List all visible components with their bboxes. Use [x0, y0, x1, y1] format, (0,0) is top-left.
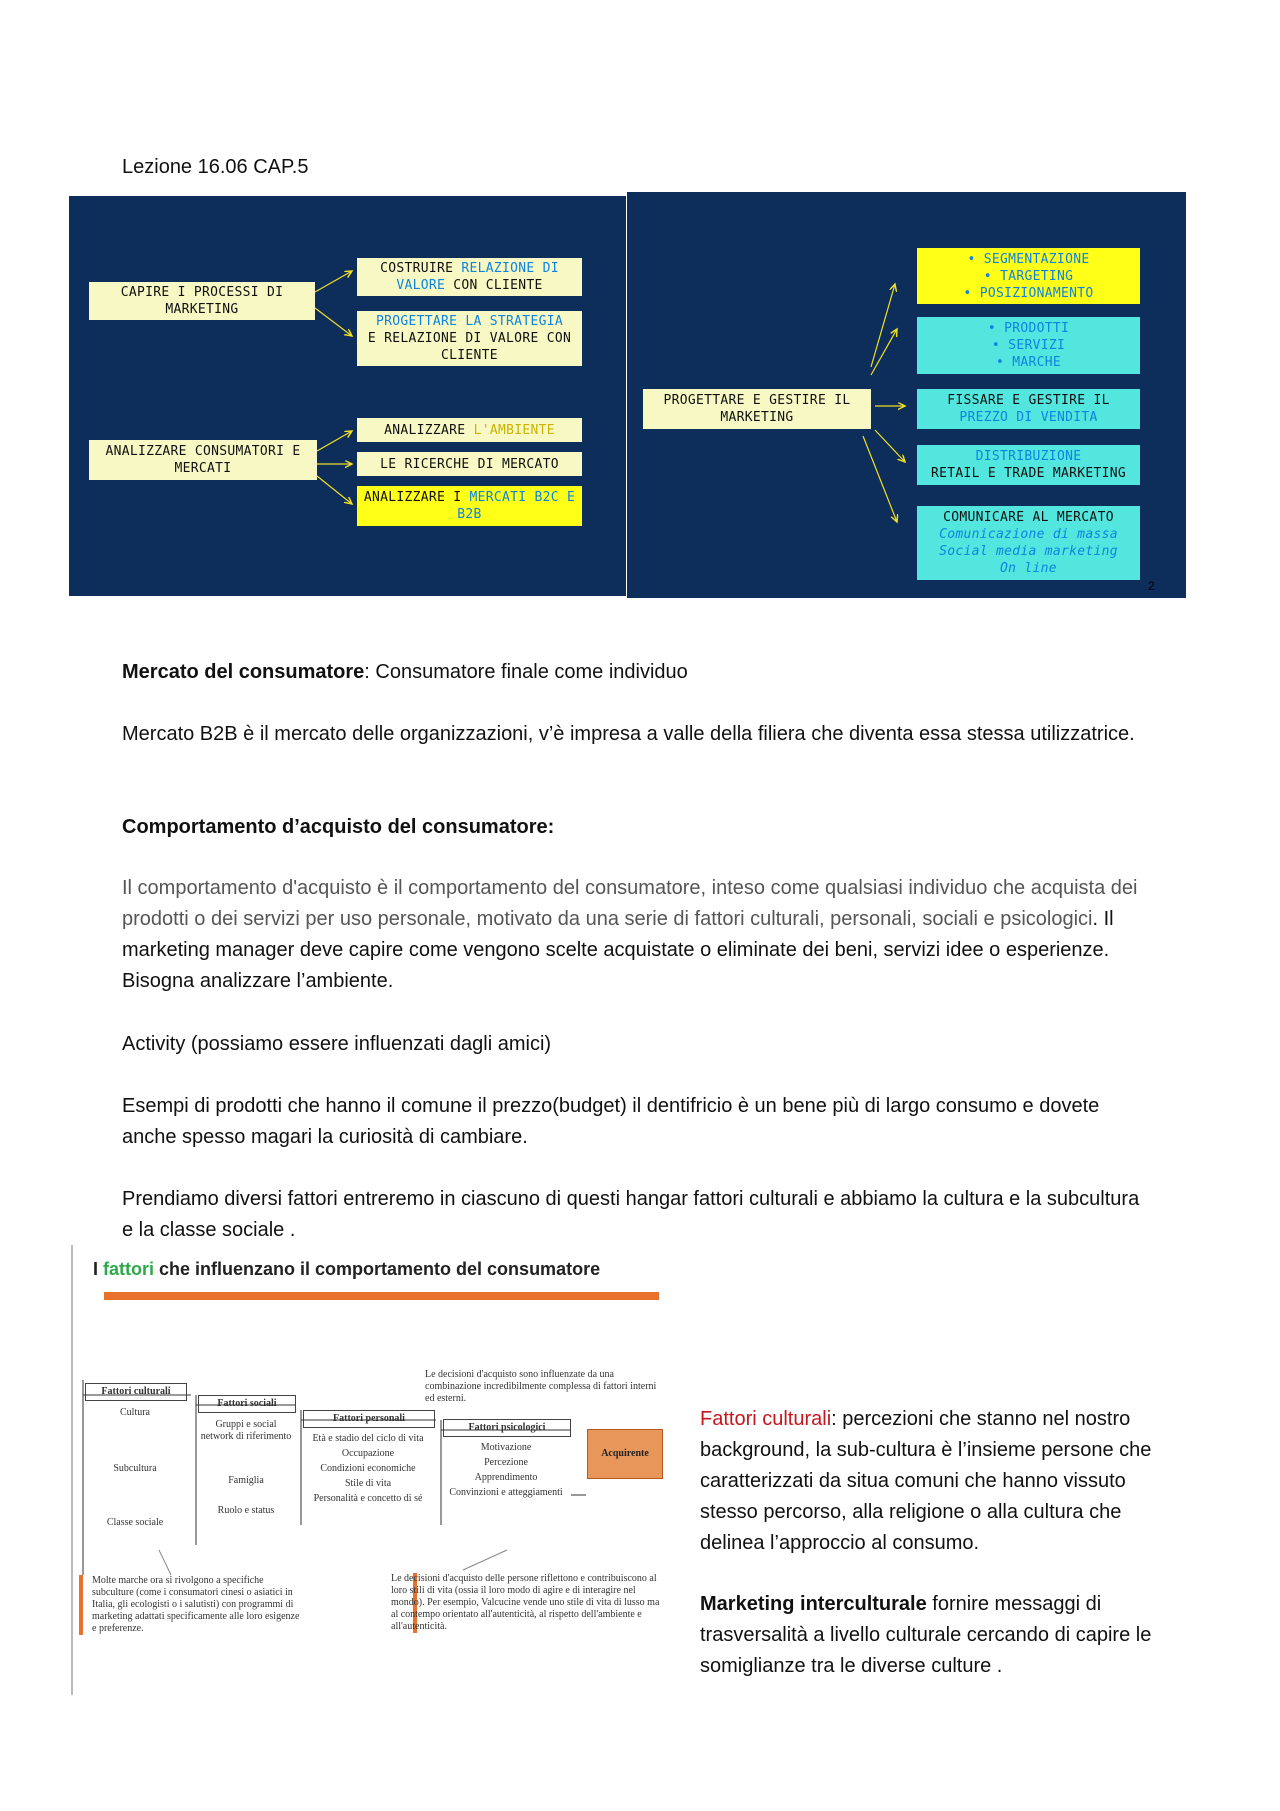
card-fattori-psicologici-title: Fattori psicologici [443, 1419, 571, 1437]
figure-fattori [71, 1245, 681, 1695]
box-comunicare: COMUNICARE AL MERCATO Comunicazione di massa Social media marketing On line [917, 506, 1140, 580]
paragraph-fattori: Prendiamo diversi fattori entreremo in ciascuno di questi hangar fattori culturali e abbiamo la cultura e la subcultura e la classe sociale . [122, 1188, 1140, 1241]
item-cultura: Cultura [120, 1407, 150, 1418]
item-convinzioni: Convinzioni e atteggiamenti [449, 1487, 563, 1498]
item-occupazione: Occupazione [341, 1448, 395, 1459]
slide-left [69, 196, 626, 596]
item-famiglia: Famiglia [228, 1475, 264, 1486]
page-title: Lezione 16.06 CAP.5 [122, 156, 309, 178]
paragraph-marketing-interculturale: Marketing interculturale fornire messaggi di trasversalità a livello culturale cercando di capire le somiglianze tra le diverse culture . [700, 1593, 1152, 1677]
item-ruolo: Ruolo e status [217, 1505, 275, 1516]
item-classe-sociale: Classe sociale [106, 1517, 164, 1528]
box-prezzo: FISSARE E GESTIRE IL PREZZO DI VENDITA [917, 389, 1140, 429]
paragraph-mercato-b2b: Mercato B2B è il mercato delle organizzazioni, v’è impresa a valle della filiera che diventa essa stessa utilizzatrice. [122, 723, 1135, 745]
figure-orange-bar [104, 1292, 659, 1300]
slide-left-arrows [69, 196, 626, 596]
item-percezione: Percezione [484, 1457, 528, 1468]
box-analizzare-ambiente: ANALIZZARE L'AMBIENTE [357, 418, 582, 442]
box-progettare-strategia: PROGETTARE LA STRATEGIA E RELAZIONE DI VALORE CON CLIENTE [357, 311, 582, 366]
heading-comportamento: Comportamento d’acquisto del consumatore: [122, 816, 555, 838]
item-apprendimento: Apprendimento [474, 1472, 538, 1483]
figure-note-right: Le decisioni d'acquisto delle persone riflettono e contribuiscono al loro stili di vita (ossia il loro modo di agire e di interagire nel mondo). Per esempio, Valcucine vende uno stile di vita di lusso ma al contempo orientato all'autenticità, al rispetto dell'ambiente e all'autenticità. [391, 1573, 660, 1632]
figure-title: I fattori che influenzano il comportamento del consumatore [93, 1259, 601, 1279]
figure-note-left: Molte marche ora si rivolgono a specifiche subculture (come i consumatori cinesi o asiatici in Italia, gli ecologisti o i salutisti) con programmi di marketing adattati specificamente alle loro esigenze e preferenze. [92, 1575, 300, 1634]
box-capire-processi: CAPIRE I PROCESSI DI MARKETING [89, 282, 315, 320]
paragraph-mercato-consumatore: Mercato del consumatore: Consumatore finale come individuo [122, 661, 688, 683]
box-ricerche-mercato: LE RICERCHE DI MERCATO [357, 452, 582, 476]
item-gruppi: Gruppi e social network di riferimento [200, 1419, 292, 1442]
box-analizzare-mercati: ANALIZZARE I MERCATI B2C E B2B [357, 486, 582, 526]
slide-right [627, 192, 1186, 598]
box-progettare-gestire: PROGETTARE E GESTIRE IL MARKETING [643, 389, 871, 429]
card-acquirente: Acquirente [587, 1429, 663, 1479]
box-analizzare-consumatori: ANALIZZARE CONSUMATORI E MERCATI [89, 440, 317, 480]
card-fattori-personali-title: Fattori personali [303, 1410, 435, 1428]
item-eta: Età e stadio del ciclo di vita [312, 1433, 424, 1444]
box-costruire-relazione: COSTRUIRE RELAZIONE DI VALORE CON CLIENTE [357, 258, 582, 296]
box-prodotti: • PRODOTTI • SERVIZI • MARCHE [917, 317, 1140, 374]
slide-page-number: 2 [1148, 579, 1155, 593]
item-subcultura: Subcultura [113, 1463, 157, 1474]
paragraph-comportamento: Il comportamento d'acquisto è il comportamento del consumatore, inteso come qualsiasi individuo che acquista dei prodotti o dei servizi per uso personale, motivato da una serie di fattori culturali, personali, sociali e psicologici. Il marketing manager deve capire come vengono scelte acquistate o eliminate dei beni, servizi idee o esperienze. Bisogna analizzare l’ambiente. [122, 877, 1138, 992]
item-condizioni: Condizioni economiche [320, 1463, 416, 1474]
box-segmentazione: • SEGMENTAZIONE • TARGETING • POSIZIONAMENTO [917, 248, 1140, 304]
card-fattori-culturali-title: Fattori culturali [85, 1383, 187, 1401]
item-motivazione: Motivazione [480, 1442, 532, 1453]
card-fattori-sociali-title: Fattori sociali [198, 1395, 296, 1413]
figure-note-top: Le decisioni d'acquisto sono influenzate da una combinazione incredibilmente complessa di fattori interni ed esterni. [425, 1369, 657, 1404]
paragraph-activity: Activity (possiamo essere influenzati dagli amici) [122, 1033, 552, 1055]
paragraph-esempi: Esempi di prodotti che hanno il comune il prezzo(budget) il dentifricio è un bene più di largo consumo e dovete anche spesso magari la curiosità di cambiare. [122, 1095, 1100, 1148]
box-distribuzione: DISTRIBUZIONE RETAIL E TRADE MARKETING [917, 445, 1140, 485]
item-personalita: Personalità e concetto di sé [313, 1493, 423, 1504]
item-stile: Stile di vita [344, 1478, 392, 1489]
paragraph-fattori-culturali: Fattori culturali: percezioni che stanno nel nostro background, la sub-cultura è l’insieme persone che caratterizzati da situa comuni che hanno vissuto stesso percorso, alla religione o alla cultura che delinea l’approccio al consumo. [700, 1408, 1152, 1554]
